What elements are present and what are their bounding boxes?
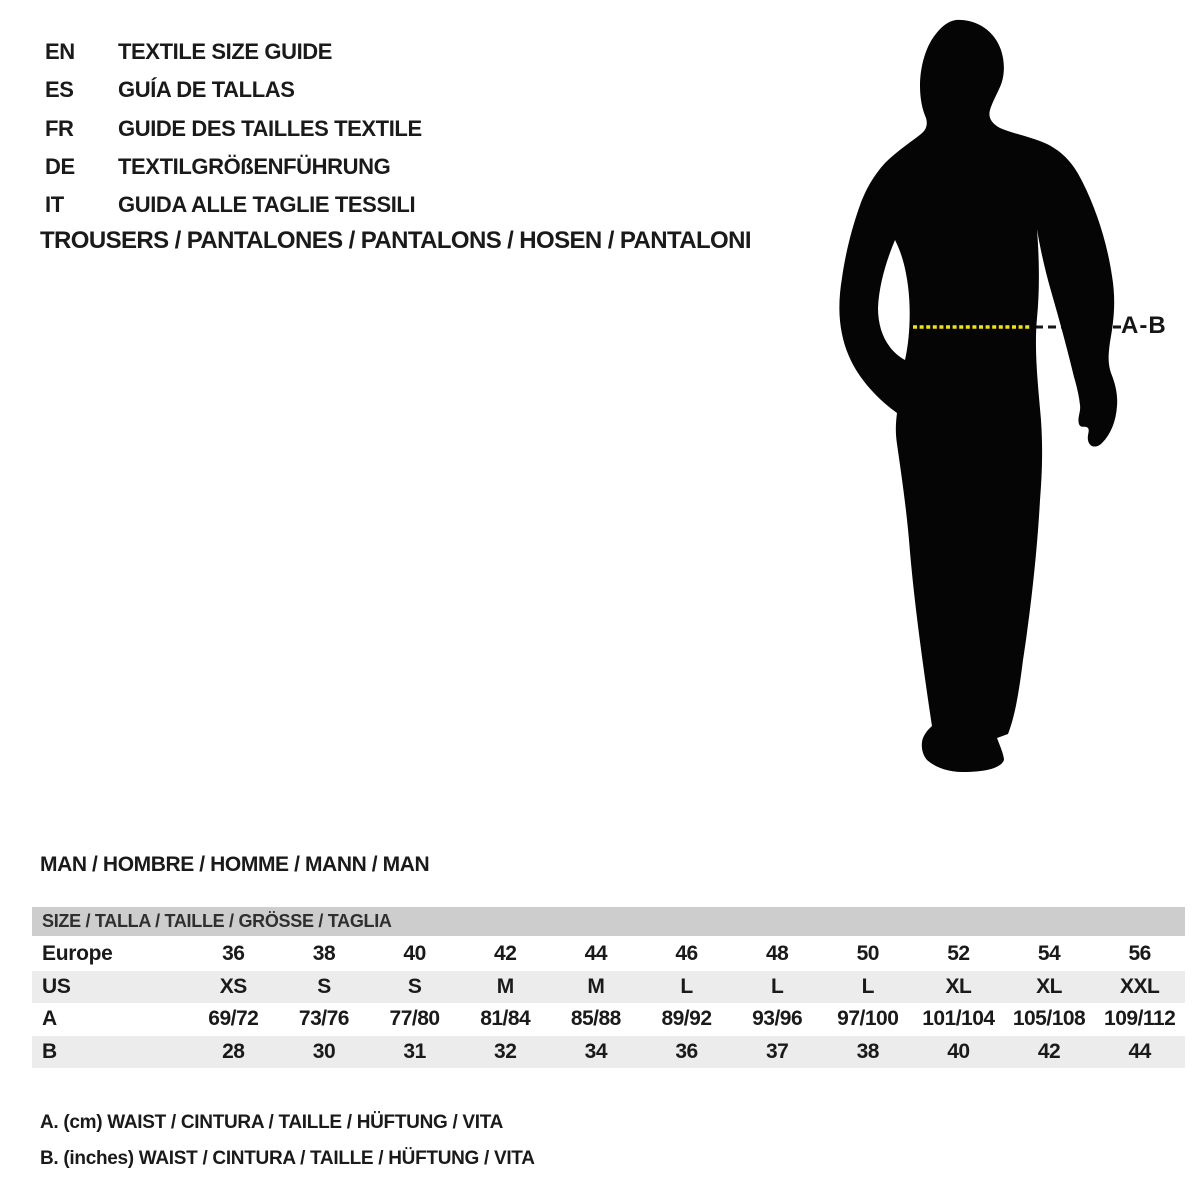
product-types-heading: TROUSERS / PANTALONES / PANTALONS / HOSEN / PANTALONI <box>40 227 751 254</box>
size-table <box>32 907 1185 1068</box>
row-value: 105/108 <box>1012 1007 1086 1031</box>
row-value: XXL <box>1120 974 1160 998</box>
row-value: 81/84 <box>480 1007 531 1031</box>
row-value: 48 <box>765 942 789 966</box>
table-row-a <box>32 1003 1185 1036</box>
row-value: 38 <box>856 1039 879 1063</box>
row-value: 36 <box>222 942 245 966</box>
size-table-body <box>32 938 1185 1068</box>
row-value: 52 <box>947 942 970 966</box>
language-code: ES <box>45 77 74 103</box>
language-label: GUÍA DE TALLAS <box>118 77 295 103</box>
row-value: 38 <box>312 942 336 966</box>
row-value: 44 <box>1128 1039 1151 1063</box>
row-value: L <box>861 974 874 998</box>
row-value: S <box>407 974 422 998</box>
man-silhouette <box>839 20 1117 772</box>
row-value: 32 <box>494 1039 517 1063</box>
row-value: XL <box>945 974 972 998</box>
row-value: 69/72 <box>208 1007 259 1031</box>
language-code: DE <box>45 154 75 180</box>
row-label: A <box>42 1007 57 1031</box>
row-value: 30 <box>312 1039 336 1063</box>
note-waist-cm: A. (cm) WAIST / CINTURA / TAILLE / HÜFTUNG / VITA <box>40 1112 504 1133</box>
language-label: GUIDA ALLE TAGLIE TESSILI <box>118 192 416 218</box>
row-value: 85/88 <box>570 1007 621 1031</box>
waist-measure-label: A-B <box>1121 312 1167 339</box>
row-value: 42 <box>494 942 517 966</box>
row-value: 40 <box>947 1039 970 1063</box>
row-value: 93/96 <box>752 1007 803 1031</box>
row-value: 42 <box>1037 1039 1061 1063</box>
row-value: M <box>496 974 514 998</box>
row-value: 101/104 <box>922 1007 995 1031</box>
row-value: XS <box>219 974 247 998</box>
row-value: M <box>587 974 605 998</box>
row-value: 37 <box>765 1039 789 1063</box>
language-code: EN <box>45 39 75 65</box>
language-code: IT <box>45 192 64 218</box>
row-value: 73/76 <box>298 1007 349 1031</box>
row-value: 36 <box>675 1039 698 1063</box>
table-row-us <box>32 971 1185 1004</box>
row-value: 31 <box>403 1039 426 1063</box>
size-table-header: SIZE / TALLA / TAILLE / GRÖSSE / TAGLIA <box>32 907 1185 936</box>
row-value: 28 <box>222 1039 245 1063</box>
row-value: 50 <box>856 942 879 966</box>
row-value: L <box>680 974 693 998</box>
row-value: 97/100 <box>837 1007 899 1031</box>
table-row-b <box>32 1036 1185 1069</box>
language-label: TEXTILGRÖßENFÜHRUNG <box>118 154 391 180</box>
row-value: 44 <box>584 942 608 966</box>
row-label: US <box>42 974 71 998</box>
row-value: 40 <box>403 942 426 966</box>
section-title-man: MAN / HOMBRE / HOMME / MANN / MAN <box>40 853 430 876</box>
note-waist-inches: B. (inches) WAIST / CINTURA / TAILLE / HÜFTUNG / VITA <box>40 1148 535 1169</box>
language-label: TEXTILE SIZE GUIDE <box>118 39 333 65</box>
row-value: 54 <box>1037 942 1061 966</box>
row-value: XL <box>1036 974 1062 998</box>
row-value: L <box>770 974 784 998</box>
row-value: 46 <box>675 942 698 966</box>
table-row-europe <box>32 938 1185 971</box>
row-value: S <box>317 974 331 998</box>
row-value: 56 <box>1128 942 1151 966</box>
language-label: GUIDE DES TAILLES TEXTILE <box>118 115 422 141</box>
row-label: B <box>42 1039 57 1063</box>
row-value: 109/112 <box>1104 1007 1176 1031</box>
row-label: Europe <box>42 942 113 966</box>
row-value: 77/80 <box>389 1007 440 1031</box>
row-value: 34 <box>584 1039 608 1063</box>
row-value: 89/92 <box>661 1007 712 1031</box>
language-code: FR <box>45 115 74 141</box>
